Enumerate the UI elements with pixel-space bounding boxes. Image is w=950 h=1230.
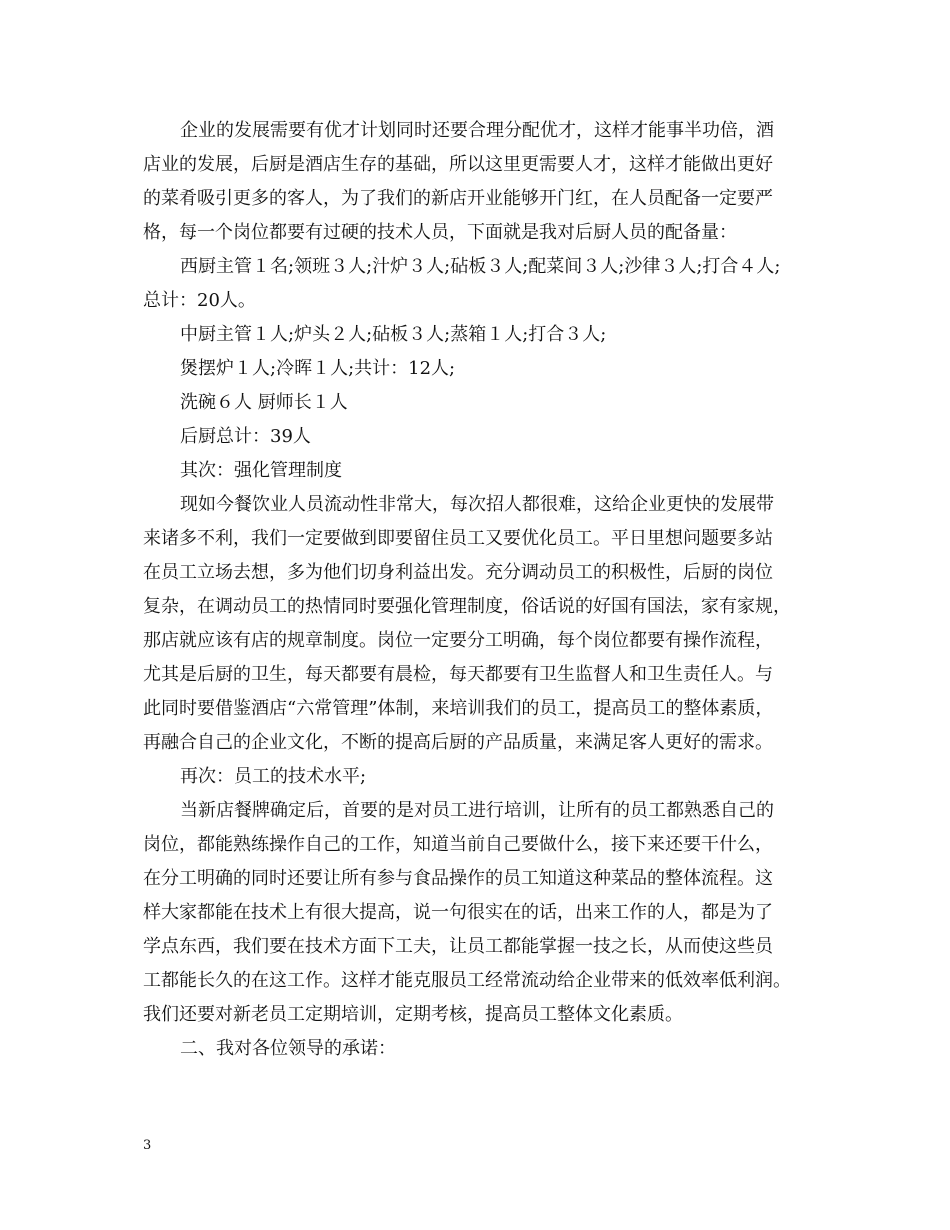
text-line: 总计：20人。: [143, 290, 256, 311]
text-line: 后厨总计：39人: [180, 426, 311, 447]
text-line: 再次：员工的技术水平;: [180, 766, 367, 787]
text-line: 岗位，都能熟练操作自己的工作，知道当前自己要做什么，接下来还要干什么，: [143, 834, 773, 855]
text-line: 我们还要对新老员工定期培训，定期考核，提高员工整体文化素质。: [143, 1004, 683, 1025]
page-number: 3: [143, 1138, 152, 1153]
text-line: 企业的发展需要有优才计划同时还要合理分配优才，这样才能事半功倍，酒: [180, 120, 774, 141]
text-line: 煲摆炉１人;冷晖１人;共计：12人;: [180, 358, 456, 379]
text-line: 那店就应该有店的规章制度。岗位一定要分工明确，每个岗位都要有操作流程，: [143, 630, 773, 651]
text-line: 学点东西，我们要在技术方面下工夫，让员工都能掌握一技之长，从而使这些员: [143, 936, 773, 957]
text-line: 西厨主管１名;领班３人;汁炉３人;砧板３人;配菜间３人;沙律３人;打合４人;: [180, 256, 781, 277]
text-line: 中厨主管１人;炉头２人;砧板３人;蒸箱１人;打合３人;: [180, 324, 607, 345]
text-line: 尤其是后厨的卫生，每天都要有晨检，每天都要有卫生监督人和卫生责任人。与: [143, 664, 773, 685]
text-line: 在分工明确的同时还要让所有参与食品操作的员工知道这种菜品的整体流程。这: [143, 868, 773, 889]
text-line: 店业的发展，后厨是酒店生存的基础，所以这里更需要人才，这样才能做出更好: [143, 154, 773, 175]
text-line: 在员工立场去想，多为他们切身利益出发。充分调动员工的积极性，后厨的岗位: [143, 562, 773, 583]
text-line: 样大家都能在技术上有很大提高，说一句很实在的话，出来工作的人，都是为了: [143, 902, 773, 923]
text-line: 再融合自己的企业文化，不断的提高后厨的产品质量，来满足客人更好的需求。: [143, 732, 773, 753]
text-line: 二、我对各位领导的承诺：: [180, 1038, 396, 1059]
text-line: 现如今餐饮业人员流动性非常大，每次招人都很难，这给企业更快的发展带: [180, 494, 774, 515]
text-line: 当新店餐牌确定后，首要的是对员工进行培训，让所有的员工都熟悉自己的: [180, 800, 774, 821]
text-line: 此同时要借鉴酒店“六常管理”体制，来培训我们的员工，提高员工的整体素质，: [143, 698, 774, 719]
document-body: [143, 114, 823, 1066]
text-line: 复杂，在调动员工的热情同时要强化管理制度，俗话说的好国有国法，家有家规，: [143, 596, 791, 617]
text-line: 格，每一个岗位都要有过硬的技术人员，下面就是我对后厨人员的配备量：: [143, 222, 737, 243]
text-line: 洗碗６人 厨师长１人: [180, 392, 348, 413]
text-line: 来诸多不利，我们一定要做到即要留住员工又要优化员工。平日里想问题要多站: [143, 528, 773, 549]
text-line: 工都能长久的在这工作。这样才能克服员工经常流动给企业带来的低效率低利润。: [143, 970, 791, 991]
text-line: 的菜肴吸引更多的客人，为了我们的新店开业能够开门红，在人员配备一定要严: [143, 188, 773, 209]
text-line: 其次：强化管理制度: [180, 460, 342, 481]
